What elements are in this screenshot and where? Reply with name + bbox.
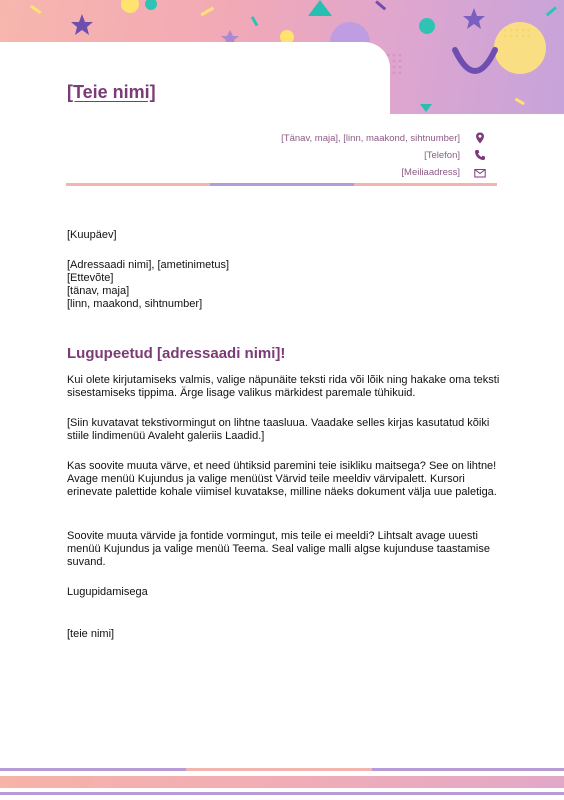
recipient-name-title[interactable]: [Adressaadi nimi], [ametinimetus] — [67, 259, 230, 271]
footer-line-top — [0, 768, 564, 771]
location-pin-icon — [474, 132, 486, 144]
email-icon — [474, 167, 486, 179]
body-paragraph-1[interactable]: Kui olete kirjutamiseks valmis, valige näpunäite teksti rida või lõik ning hakake oma teksti sisestamiseks tippima. Ärge lisage valikus märkidest paremale tühikuid. — [67, 374, 500, 399]
body-paragraph-4[interactable]: Soovite muuta värvide ja fontide vormingut, mis teile ei meeldi? Lihtsalt avage uuesti menüü Kujundus ja valige menüü Teema. Seal valige malli algse kujunduse taastamise suvand. — [67, 530, 490, 568]
sender-address[interactable]: [Tänav, maja], [linn, maakond, sihtnumber] — [281, 133, 460, 144]
body-paragraph-2[interactable]: [Siin kuvatavat tekstivormingut on lihtne taasluua. Vaadake selles kirjas kasutatud kõiki stiile lindimenüü Avaleht galeriis Laadid.] — [67, 417, 490, 442]
letter-greeting[interactable]: Lugupeetud [adressaadi nimi]! — [67, 345, 286, 362]
body-paragraph-3[interactable]: Kas soovite muuta värve, et need ühtiksid paremini teie isikliku maitsega? See on lihtne! Avage menüü Kujundus ja valige menüüst Värvid teile meeldiv värvipalett. Kursori erinevate palettide kohale viimisel kuvatakse, milline näeks dokument välja uue paletiga. — [67, 460, 497, 498]
phone-icon — [474, 149, 486, 161]
header-white-fill — [0, 114, 564, 174]
sender-phone[interactable]: [Telefon] — [424, 150, 460, 161]
footer-line-bottom — [0, 792, 564, 795]
divider-pink-left — [66, 183, 210, 186]
divider-lavender — [210, 183, 354, 186]
sender-email[interactable]: [Meiliaadress] — [401, 167, 460, 178]
letter-signature[interactable]: [teie nimi] — [67, 628, 115, 640]
recipient-street[interactable]: [tänav, maja] — [67, 285, 130, 297]
footer-band — [0, 776, 564, 788]
letter-date[interactable]: [Kuupäev] — [67, 229, 117, 241]
divider-pink-right — [354, 183, 497, 186]
recipient-company[interactable]: [Ettevõte] — [67, 272, 114, 284]
recipient-city[interactable]: [linn, maakond, sihtnumber] — [67, 298, 203, 310]
letter-closing[interactable]: Lugupidamisega — [67, 586, 148, 598]
sender-name[interactable]: [Teie nimi] — [67, 82, 156, 102]
